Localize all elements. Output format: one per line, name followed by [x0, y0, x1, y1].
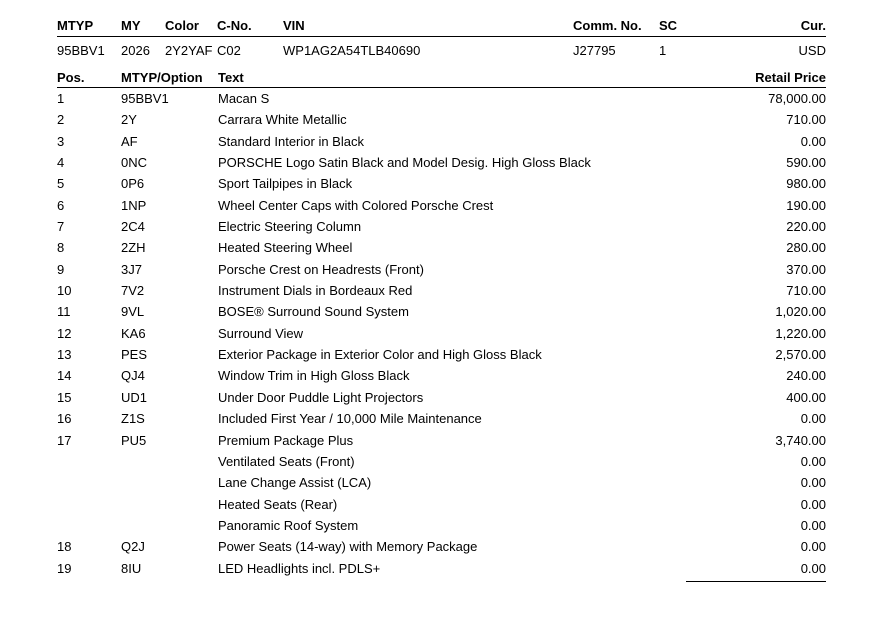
col-header-cno: C-No.	[217, 18, 252, 33]
text-cell: Lane Change Assist (LCA)	[218, 475, 372, 491]
price-cell: 0.00	[800, 539, 826, 555]
text-cell: Power Seats (14-way) with Memory Package	[218, 539, 478, 555]
vehicle-color-value: 2Y2YAF	[165, 43, 213, 58]
pos-cell: 5	[57, 176, 65, 192]
pos-cell: 6	[57, 197, 65, 213]
table-row	[57, 173, 826, 194]
text-cell: Macan S	[218, 91, 270, 106]
table-row	[57, 344, 826, 365]
table-row	[57, 451, 826, 472]
col-header-color: Color	[165, 18, 199, 33]
price-cell: 0.00	[800, 475, 826, 491]
table-row	[57, 237, 826, 258]
text-cell: Wheel Center Caps with Colored Porsche Crest	[218, 197, 494, 213]
option-code-cell: 3J7	[121, 261, 142, 277]
pos-cell: 13	[57, 347, 72, 363]
pos-cell: 15	[57, 389, 72, 405]
table-row	[57, 88, 826, 109]
col-header-mtyp: MTYP	[57, 18, 94, 33]
price-cell: 2,570.00	[775, 347, 826, 363]
option-code-cell: Z1S	[121, 411, 145, 427]
text-cell: Panoramic Roof System	[218, 517, 359, 533]
price-cell: 0.00	[800, 517, 826, 533]
items-rows	[57, 88, 826, 579]
text-cell: BOSE® Surround Sound System	[218, 304, 409, 320]
table-row	[57, 430, 826, 451]
text-cell: PORSCHE Logo Satin Black and Model Desig. High Gloss Black	[218, 155, 591, 171]
price-cell: 1,020.00	[775, 304, 826, 320]
col-header-text: Text	[218, 70, 244, 85]
price-cell: 190.00	[786, 197, 826, 213]
pos-cell	[57, 472, 121, 493]
text-cell: Ventilated Seats (Front)	[218, 453, 355, 469]
option-code-cell	[121, 451, 218, 472]
price-cell: 0.00	[800, 411, 826, 427]
price-cell: 710.00	[786, 283, 826, 299]
price-cell: 710.00	[786, 112, 826, 128]
price-cell: 590.00	[786, 155, 826, 171]
table-row	[57, 131, 826, 152]
table-row	[57, 387, 826, 408]
price-cell: 280.00	[786, 240, 826, 256]
pos-cell: 1	[57, 91, 65, 106]
table-row	[57, 152, 826, 173]
option-code-cell: 95BBV1	[121, 91, 169, 106]
option-code-cell: 0P6	[121, 176, 145, 192]
pos-cell: 2	[57, 112, 65, 128]
text-cell: LED Headlights incl. PDLS+	[218, 560, 381, 576]
table-row	[57, 259, 826, 280]
option-code-cell: UD1	[121, 389, 148, 405]
col-header-vin: VIN	[283, 18, 305, 33]
table-row	[57, 472, 826, 493]
pos-cell: 14	[57, 368, 72, 384]
pos-cell: 16	[57, 411, 72, 427]
col-header-mtyp-option: MTYP/Option	[121, 70, 203, 85]
col-header-my: MY	[121, 18, 141, 33]
price-cell: 0.00	[800, 496, 826, 512]
option-code-cell: PES	[121, 347, 148, 363]
price-cell: 220.00	[786, 219, 826, 235]
pos-cell	[57, 451, 121, 472]
vehicle-my-value: 2026	[121, 43, 150, 58]
price-cell: 370.00	[786, 261, 826, 277]
text-cell: Electric Steering Column	[218, 219, 362, 235]
pos-cell: 19	[57, 560, 72, 576]
option-code-cell: 2ZH	[121, 240, 146, 256]
pos-cell: 9	[57, 261, 65, 277]
text-cell: Porsche Crest on Headrests (Front)	[218, 261, 424, 277]
price-cell: 0.00	[800, 453, 826, 469]
pos-cell: 18	[57, 539, 72, 555]
table-row	[57, 515, 826, 536]
pos-cell: 11	[57, 304, 71, 320]
pos-cell: 7	[57, 219, 65, 235]
table-row	[57, 323, 826, 344]
price-cell: 0.00	[800, 133, 826, 149]
table-row	[57, 365, 826, 386]
table-row	[57, 195, 826, 216]
text-cell: Premium Package Plus	[218, 432, 354, 448]
col-header-cur: Cur.	[800, 18, 826, 33]
option-code-cell: 2C4	[121, 219, 145, 235]
option-code-cell	[121, 472, 218, 493]
vehicle-cur-value: USD	[798, 43, 826, 58]
vehicle-vin-value: WP1AG2A54TLB40690	[283, 43, 421, 58]
price-cell: 400.00	[786, 389, 826, 405]
option-code-cell: 9VL	[121, 304, 145, 320]
text-cell: Carrara White Metallic	[218, 112, 347, 128]
pos-cell: 10	[57, 283, 72, 299]
price-cell: 78,000.00	[768, 91, 826, 106]
option-code-cell: 7V2	[121, 283, 145, 299]
table-row	[57, 301, 826, 322]
text-cell: Exterior Package in Exterior Color and High Gloss Black	[218, 347, 542, 363]
text-cell: Heated Seats (Rear)	[218, 496, 338, 512]
text-cell: Included First Year / 10,000 Mile Maintenance	[218, 411, 482, 427]
pos-cell: 3	[57, 133, 65, 149]
subtotal-rule	[686, 581, 826, 582]
vehicle-cno-value: C02	[217, 43, 241, 58]
table-row	[57, 280, 826, 301]
text-cell: Sport Tailpipes in Black	[218, 176, 353, 192]
vehicle-sc-value: 1	[659, 43, 667, 58]
pos-cell: 8	[57, 240, 65, 256]
text-cell: Surround View	[218, 325, 304, 341]
price-cell: 980.00	[786, 176, 826, 192]
table-row	[57, 536, 826, 557]
table-row	[57, 558, 826, 579]
option-code-cell: QJ4	[121, 368, 145, 384]
option-code-cell: 1NP	[121, 197, 147, 213]
option-code-cell: 8IU	[121, 560, 142, 576]
text-cell: Window Trim in High Gloss Black	[218, 368, 410, 384]
col-header-sc: SC	[659, 18, 678, 33]
option-code-cell: AF	[121, 133, 138, 149]
items-header-row	[57, 70, 826, 88]
text-cell: Instrument Dials in Bordeaux Red	[218, 283, 413, 299]
table-row	[57, 494, 826, 515]
pos-cell: 12	[57, 325, 72, 341]
pos-cell: 17	[57, 432, 72, 448]
vehicle-values-row	[57, 37, 826, 60]
pos-cell	[57, 515, 121, 536]
vehicle-comm-no-value: J27795	[573, 43, 616, 58]
option-code-cell: Q2J	[121, 539, 145, 555]
pos-cell	[57, 494, 121, 515]
price-cell: 240.00	[786, 368, 826, 384]
col-header-pos: Pos.	[57, 70, 85, 85]
pos-cell: 4	[57, 155, 65, 171]
col-header-retail-price: Retail Price	[755, 70, 826, 85]
price-cell: 1,220.00	[775, 325, 826, 341]
text-cell: Standard Interior in Black	[218, 133, 364, 149]
option-code-cell: 0NC	[121, 155, 148, 171]
text-cell: Heated Steering Wheel	[218, 240, 353, 256]
col-header-comm-no: Comm. No.	[573, 18, 642, 33]
table-row	[57, 216, 826, 237]
price-cell: 3,740.00	[775, 432, 826, 448]
table-row	[57, 408, 826, 429]
option-code-cell: KA6	[121, 325, 146, 341]
option-code-cell: 2Y	[121, 112, 137, 128]
option-code-cell: PU5	[121, 432, 147, 448]
price-cell: 0.00	[800, 560, 826, 576]
text-cell: Under Door Puddle Light Projectors	[218, 389, 424, 405]
vehicle-mtyp-value: 95BBV1	[57, 43, 105, 58]
option-code-cell	[121, 494, 218, 515]
vehicle-header-row	[57, 17, 826, 37]
option-code-cell	[121, 515, 218, 536]
table-row	[57, 109, 826, 130]
